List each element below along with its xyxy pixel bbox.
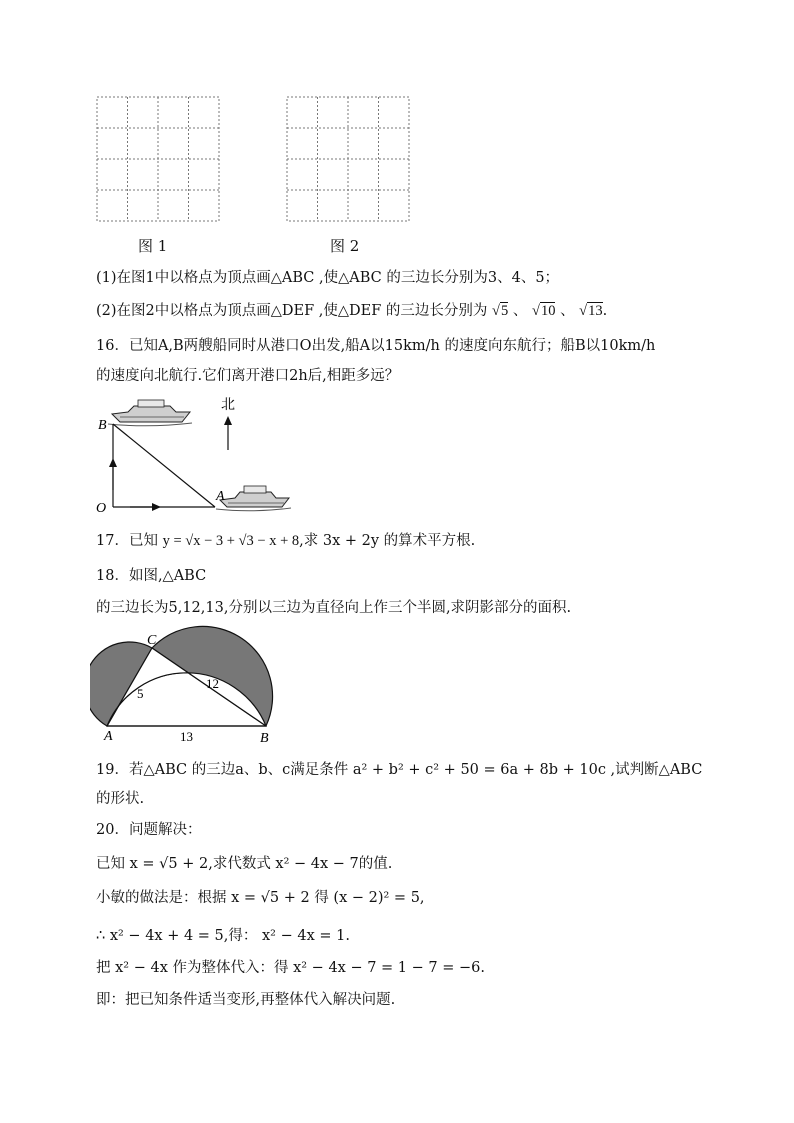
ship-b-icon	[108, 400, 192, 426]
north-label: 北	[221, 398, 235, 413]
q19-line-1: 19．若△ABC 的三边a、b、c满足条件 a² + b² + c² + 50 = 6a + 8b + 10c ,试判断△ABC	[96, 762, 703, 778]
label-b: B	[98, 418, 107, 433]
sqrt-5: √5	[492, 303, 509, 319]
grid-figures	[0, 0, 794, 260]
q15-part-2-text: (2)在图2中以格点为顶点画△DEF ,使△DEF 的三边长分别为	[96, 303, 488, 319]
figure-2-caption: 图 2	[330, 237, 360, 255]
north-direction-arrow-icon	[109, 458, 117, 490]
q18-line-1: 18．如图,△ABC	[96, 568, 207, 584]
ship-a-icon	[216, 486, 291, 511]
q20-given: 已知 x = √5 + 2,求代数式 x² − 4x − 7的值.	[96, 856, 393, 872]
sqrt-13: √13	[579, 303, 603, 319]
length-ab: 13	[180, 729, 193, 744]
q18-line-2: 的三边长为5,12,13,分别以三边为直径向上作三个半圆,求阴影部分的面积.	[96, 600, 572, 616]
q20-title: 20．问题解决：	[96, 822, 202, 838]
label-b: B	[260, 731, 269, 746]
separator: 、	[560, 303, 575, 319]
length-bc: 12	[206, 676, 219, 691]
q20-method-2: ∴ x² − 4x + 4 = 5,得： x² − 4x = 1.	[96, 928, 350, 944]
grid-figure-2	[287, 97, 409, 221]
q20-method-3: 把 x² − 4x 作为整体代入：得 x² − 4x − 7 = 1 − 7 = −6.	[96, 960, 485, 976]
grid-figure-1	[97, 97, 219, 221]
label-c: C	[147, 633, 157, 648]
semicircle-figure	[90, 620, 290, 750]
q19-line-2: 的形状.	[96, 791, 145, 807]
label-a: A	[104, 729, 113, 744]
period: .	[602, 303, 608, 319]
north-arrow-icon	[224, 416, 232, 450]
q17-prefix: 17．已知	[96, 533, 158, 549]
q20-summary: 即：把已知条件适当变形,再整体代入解决问题.	[96, 992, 396, 1008]
q17-line	[96, 531, 475, 551]
q17-formula: y = √x − 3 + √3 − x + 8	[162, 533, 300, 549]
q16-line-2: 的速度向北航行.它们离开港口2h后,相距多远？	[96, 368, 400, 384]
sqrt-10: √10	[531, 303, 556, 319]
q15-part-2	[96, 301, 607, 321]
q17-suffix: ,求 3x + 2y 的算术平方根.	[299, 533, 476, 549]
east-direction-arrow-icon	[130, 503, 161, 511]
label-o: O	[96, 501, 107, 516]
q20-method-1: 小敏的做法是：根据 x = √5 + 2 得 (x − 2)² = 5,	[96, 890, 425, 906]
triangle-oba	[113, 424, 215, 507]
label-a: A	[216, 489, 225, 504]
length-ac: 5	[137, 686, 144, 701]
q15-part-1: (1)在图1中以格点为顶点画△ABC ,使△ABC 的三边长分别为3、4、5；	[96, 270, 560, 286]
figure-1-caption: 图 1	[138, 237, 168, 255]
separator: 、	[512, 303, 528, 319]
ship-figure	[90, 390, 300, 518]
q16-line-1: 16．已知A,B两艘船同时从港口O出发,船A以15km/h 的速度向东航行；船B以10km/h	[96, 338, 656, 354]
